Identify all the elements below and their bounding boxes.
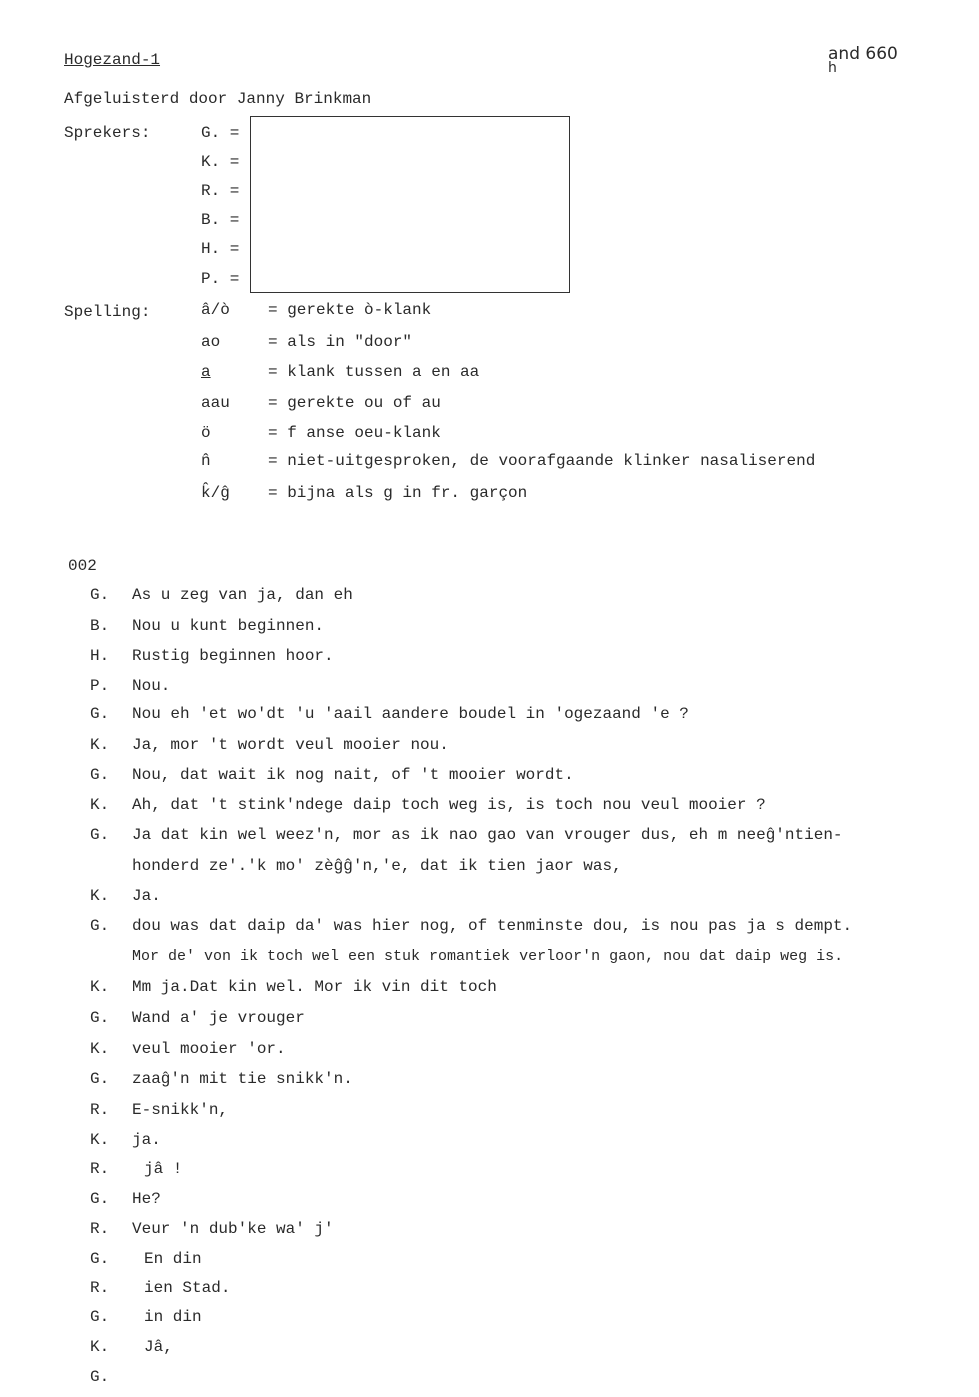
speaker-code: G.: [90, 705, 110, 723]
speaker-code: K.: [90, 1131, 110, 1149]
speaker-code: G.: [90, 1009, 110, 1027]
listened-by-line: Afgeluisterd door Janny Brinkman: [64, 90, 372, 108]
spelling-symbol: â/ò: [201, 301, 230, 319]
spelling-definition: = gerekte ou of au: [268, 394, 441, 412]
band-mark: h: [828, 60, 837, 76]
speaker-code: G.: [90, 1190, 110, 1208]
spelling-symbol: k̂/ĝ: [201, 484, 230, 502]
utterance: Rustig beginnen hoor.: [132, 647, 334, 665]
spelling-symbol: ö: [201, 424, 211, 442]
utterance: As u zeg van ja, dan eh: [132, 586, 353, 604]
spelling-definition: = gerekte ò-klank: [268, 301, 432, 319]
speaker-code: K.: [90, 978, 110, 996]
utterance: Nou u kunt beginnen.: [132, 617, 325, 635]
band-label: [828, 44, 898, 76]
spelling-definition: = f anse oeu-klank: [268, 424, 441, 442]
speaker-code: B. =: [201, 211, 240, 229]
utterance: Mor de' von ik toch wel een stuk romantiek verloor'n gaon, nou dat daip weg is.: [132, 948, 844, 965]
utterance: En din: [144, 1250, 202, 1268]
utterance: Ja.: [132, 887, 161, 905]
speaker-code: H. =: [201, 240, 240, 258]
speaker-code: P.: [90, 677, 110, 695]
utterance: Ah, dat 't stink'ndege daip toch weg is, is toch nou veul mooier ?: [132, 796, 766, 814]
speaker-code: G.: [90, 586, 110, 604]
speaker-code: G.: [90, 917, 110, 935]
spelling-symbol: ao: [201, 333, 221, 351]
speaker-code: R.: [90, 1101, 110, 1119]
utterance: Jâ,: [144, 1338, 173, 1356]
spelling-definition: = als in "door": [268, 333, 413, 351]
utterance: He?: [132, 1190, 161, 1208]
utterance: Nou eh 'et wo'dt 'u 'aail aandere boudel in 'ogezaand 'e ?: [132, 705, 689, 723]
spelling-definition: = niet-uitgesproken, de voorafgaande klinker nasaliserend: [268, 452, 816, 470]
speakers-label: Sprekers:: [64, 124, 151, 142]
speaker-code: R.: [90, 1279, 110, 1297]
speaker-code: K.: [90, 796, 110, 814]
utterance: Ja, mor 't wordt veul mooier nou.: [132, 736, 449, 754]
speaker-code: R.: [90, 1160, 110, 1178]
utterance: ien Stad.: [144, 1279, 231, 1297]
speaker-code: K.: [90, 736, 110, 754]
utterance: honderd ze'.'k mo' zèĝĝ'n,'e, dat ik tien jaor was,: [132, 857, 622, 875]
speaker-code: K. =: [201, 153, 240, 171]
band-label-text: and 660: [828, 44, 898, 64]
utterance: Ja dat kin wel weez'n, mor as ik nao gao van vrouger dus, eh m neeĝ'ntien-: [132, 826, 843, 844]
utterance: dou was dat daip da' was hier nog, of tenminste dou, is nou pas ja s dempt.: [132, 917, 853, 935]
utterance: jâ !: [144, 1160, 183, 1178]
utterance: Nou.: [132, 677, 171, 695]
spelling-label: Spelling:: [64, 303, 151, 321]
speaker-code: G. =: [201, 124, 240, 142]
speaker-code: H.: [90, 647, 110, 665]
speaker-code: G.: [90, 826, 110, 844]
speaker-code: G.: [90, 1308, 110, 1326]
utterance: Veur 'n dub'ke wa' j': [132, 1220, 334, 1238]
utterance: E-snikk'n,: [132, 1101, 229, 1119]
utterance: veul mooier 'or.: [132, 1040, 286, 1058]
speaker-code: G.: [90, 1250, 110, 1268]
speaker-code: B.: [90, 617, 110, 635]
utterance: Wand a' je vrouger: [132, 1009, 305, 1027]
speaker-code: K.: [90, 1338, 110, 1356]
speaker-code: G.: [90, 1368, 110, 1386]
spelling-symbol: a: [201, 363, 211, 381]
utterance: zaaĝ'n mit tie snikk'n.: [132, 1070, 353, 1088]
speaker-code: K.: [90, 887, 110, 905]
spelling-definition: = klank tussen a en aa: [268, 363, 480, 381]
speaker-code: R.: [90, 1220, 110, 1238]
utterance: ja.: [132, 1131, 161, 1149]
spelling-symbol: aau: [201, 394, 230, 412]
utterance: Nou, dat wait ik nog nait, of 't mooier wordt.: [132, 766, 574, 784]
speaker-names-box: [250, 116, 570, 293]
utterance: Mm ja.Dat kin wel. Mor ik vin dit toch: [132, 978, 497, 996]
speaker-code: G.: [90, 766, 110, 784]
utterance: in din: [144, 1308, 202, 1326]
speaker-code: K.: [90, 1040, 110, 1058]
document-title: Hogezand-1: [64, 51, 161, 69]
spelling-definition: = bijna als g in fr. garçon: [268, 484, 528, 502]
page-number: 002: [68, 557, 97, 575]
spelling-symbol: n̂: [201, 452, 211, 470]
speaker-code: R. =: [201, 182, 240, 200]
speaker-code: G.: [90, 1070, 110, 1088]
speaker-code: P. =: [201, 270, 240, 288]
